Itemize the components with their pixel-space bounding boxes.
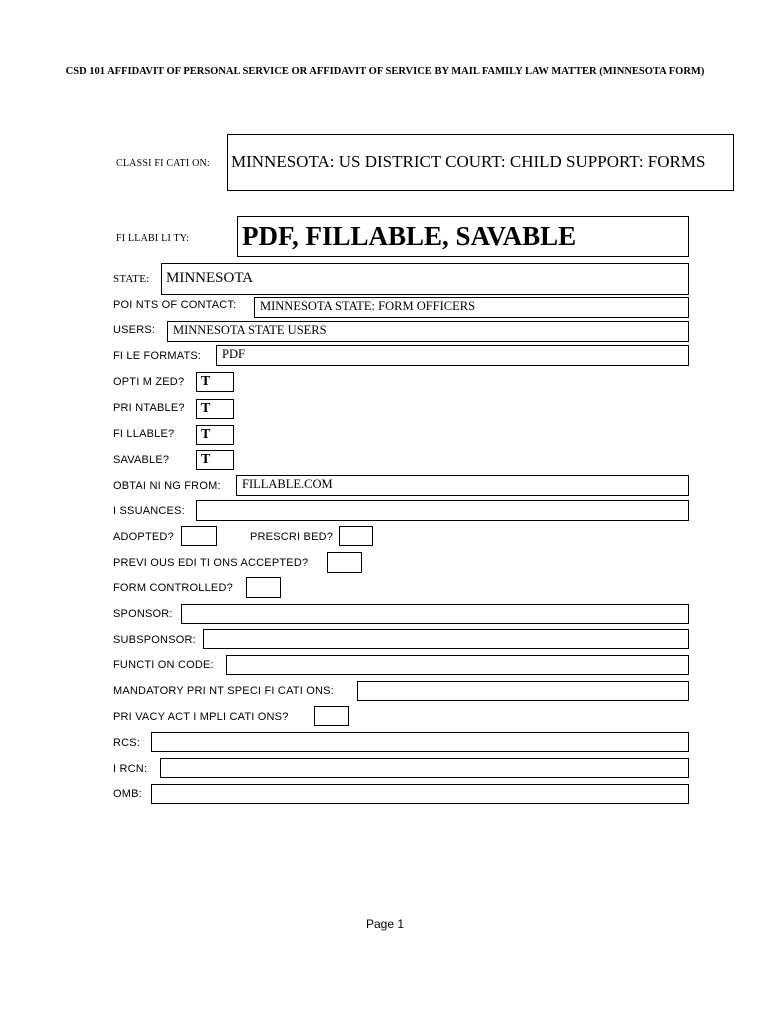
ircn-label: I RCN: [113, 763, 148, 775]
obtaining-from-label: OBTAI NI NG FROM: [113, 480, 221, 492]
omb-field[interactable] [151, 784, 689, 804]
rcs-label: RCS: [113, 737, 141, 749]
adopted-field[interactable] [181, 526, 217, 546]
prescribed-label: PRESCRI BED? [250, 531, 334, 543]
form-controlled-label: FORM CONTROLLED? [113, 582, 233, 594]
subsponsor-label: SUBSPONSOR: [113, 634, 196, 646]
classification-label: CLASSI FI CATI ON: [116, 158, 210, 169]
fillable-label: FI LLABLE? [113, 428, 175, 440]
file-formats-label: FI LE FORMATS: [113, 350, 202, 362]
mandatory-print-field[interactable] [357, 681, 689, 701]
fillable-field[interactable]: T [196, 425, 234, 445]
privacy-act-field[interactable] [314, 706, 349, 726]
points-of-contact-label: POI NTS OF CONTACT: [113, 299, 237, 311]
previous-editions-label: PREVI OUS EDI TI ONS ACCEPTED? [113, 557, 309, 569]
mandatory-print-label: MANDATORY PRI NT SPECI FI CATI ONS: [113, 685, 334, 697]
adopted-label: ADOPTED? [113, 531, 174, 543]
state-label: STATE: [113, 273, 150, 285]
savable-label: SAVABLE? [113, 454, 170, 466]
fillability-field[interactable]: PDF, FILLABLE, SAVABLE [237, 216, 689, 257]
fillability-label: FI LLABI LI TY: [116, 233, 190, 244]
classification-field[interactable]: MINNESOTA: US DISTRICT COURT: CHILD SUPPORT: FORMS [227, 134, 734, 191]
privacy-act-label: PRI VACY ACT I MPLI CATI ONS? [113, 711, 289, 723]
printable-field[interactable]: T [196, 399, 234, 419]
subsponsor-field[interactable] [203, 629, 689, 649]
ircn-field[interactable] [160, 758, 689, 778]
page-number: Page 1 [365, 917, 405, 931]
omb-label: OMB: [113, 788, 142, 800]
function-code-label: FUNCTI ON CODE: [113, 659, 214, 671]
file-formats-field[interactable]: PDF [216, 345, 689, 366]
sponsor-field[interactable] [181, 604, 689, 624]
rcs-field[interactable] [151, 732, 689, 752]
obtaining-from-field[interactable]: FILLABLE.COM [236, 475, 689, 496]
users-field[interactable]: MINNESOTA STATE USERS [167, 321, 689, 342]
optimized-label: OPTI M ZED? [113, 376, 185, 388]
printable-label: PRI NTABLE? [113, 402, 185, 414]
issuances-label: I SSUANCES: [113, 505, 185, 517]
state-field[interactable]: MINNESOTA [161, 263, 689, 295]
previous-editions-field[interactable] [327, 552, 362, 573]
users-label: USERS: [113, 324, 156, 336]
points-of-contact-field[interactable]: MINNESOTA STATE: FORM OFFICERS [254, 297, 689, 318]
function-code-field[interactable] [226, 655, 689, 675]
savable-field[interactable]: T [196, 450, 234, 470]
sponsor-label: SPONSOR: [113, 608, 173, 620]
issuances-field[interactable] [196, 500, 689, 521]
form-controlled-field[interactable] [246, 577, 281, 598]
prescribed-field[interactable] [339, 526, 373, 546]
optimized-field[interactable]: T [196, 372, 234, 392]
document-title: CSD 101 AFFIDAVIT OF PERSONAL SERVICE OR AFFIDAVIT OF SERVICE BY MAIL FAMILY LAW MATTER (MINNESOTA FORM) [65, 66, 705, 77]
